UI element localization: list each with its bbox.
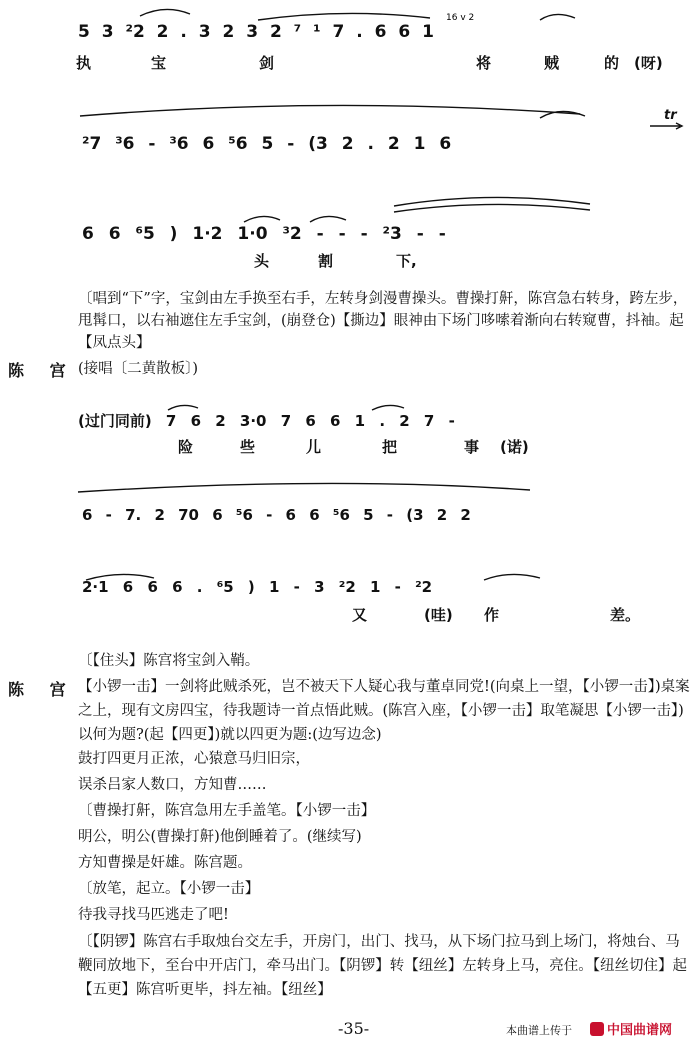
poem-line-2: 误杀吕家人数口，方知曹…… [78, 777, 267, 793]
score-line-4-lyric-6: (诺) [500, 438, 529, 456]
footer-upload-text: 本曲谱上传于 [506, 1024, 572, 1037]
score-line-2-notes: ²7 ³6 - ³6 6 ⁵6 5 - (3 2 . 2 1 6 [82, 134, 452, 154]
score-line-4-lyric-4: 把 [382, 438, 398, 456]
poem-line-1: 鼓打四更月正浓，心猿意马归旧宗， [78, 751, 310, 767]
page-number: -35- [338, 1019, 370, 1038]
score-line-4-lyric-2: 些 [240, 438, 256, 456]
role-label-chen-gong-2: 陈 宫 [8, 680, 76, 699]
score-line-5-notes: 6 - 7. 2 70 6 ⁵6 - 6 6 ⁵6 5 - (3 2 2 [82, 506, 471, 524]
stage-direction-1: 〔唱到“下”字，宝剑由左手换至右手，左转身剑漫曹操头。曹操打鼾，陈宫急右转身，跨左步，甩髯口，以右袖遮住左手宝剑，(崩登仓)【撕边】眼神由下场门哆嗦着渐向右转窥曹，抖袖。起【凤点头】 [78, 291, 688, 351]
aria-label: (接唱〔二黄散板〕) [78, 361, 199, 377]
slur-arcs-line-5 [0, 478, 700, 508]
line-ming-gong: 明公，明公(曹操打鼾)他倒睡着了。(继续写) [78, 829, 362, 845]
slur-arcs-line-1 [0, 0, 700, 40]
dialogue-paragraph: 【小锣一击】一剑将此贼杀死，岂不被天下人疑心我与董卓同党!(向桌上一望，【小锣一击】)桌案之上，现有文房四宝，待我题诗一首点悟此贼。(陈宫入座，【小锣一击】取笔凝思【小锣一击】)以何为题?(起【四更】)就以四更为题:(边写边念) [78, 679, 690, 743]
score-line-1-lyric-2: 宝 [151, 54, 167, 72]
score-line-6-lyric-3: 作 [484, 606, 500, 624]
score-line-1-notes: 5 3 ²2 2 . 3 2 3 2 ⁷ ¹ 7 . 6 6 1 [78, 22, 434, 42]
site-logo-icon [590, 1022, 604, 1036]
score-line-1-lyric-1: 执 [76, 54, 92, 72]
line-escape: 待我寻找马匹逃走了吧! [78, 907, 229, 923]
score-line-4-lyric-1: 险 [178, 438, 194, 456]
stage-direction-3: 〔曹操打鼾，陈宫急用左手盖笔。【小锣一击】 [78, 803, 376, 819]
score-line-1-lyric-6: 的 [604, 54, 620, 72]
trill-ornament: tr [664, 108, 677, 123]
score-line-1-lyric-3: 剑 [259, 54, 275, 72]
slur-arcs-line-2 [0, 96, 700, 136]
score-line-3-lyric-1: 头 [254, 252, 270, 270]
score-line-4-notes: (过门同前) 7 6 2 3·0 7 6 6 1 . 2 7 - [78, 412, 455, 430]
footer-site-logo[interactable] [590, 1019, 672, 1038]
score-line-1-lyric-4: 将 [476, 54, 492, 72]
score-line-6-notes: 2·1 6 6 6 . ⁶5 ) 1 - 3 ²2 1 - ²2 [82, 578, 433, 596]
stage-direction-5: 〔【阴锣】陈宫右手取烛台交左手，开房门，出门、找马，从下场门拉马到上场门，将烛台、马鞭同放地下，至台中开店门，牵马出门。【阴锣】转【纽丝】左转身上马，亮住。【纽丝切住】起【五更】陈宫听更毕，抖左袖。【纽丝】 [78, 934, 687, 998]
role-label-chen-gong-1: 陈 宫 [8, 361, 76, 380]
score-line-4-lyric-5: 事 [464, 438, 480, 456]
poem-line-3: 方知曹操是奸雄。陈宫题。 [78, 855, 252, 871]
score-line-6-lyric-4: 差。 [610, 606, 641, 624]
score-line-3-lyric-3: 下, [396, 252, 417, 270]
stage-direction-4: 〔放笔，起立。【小锣一击】 [78, 881, 260, 897]
score-line-1-lyric-5: 贼 [544, 54, 560, 72]
score-line-4-lyric-3: 儿 [306, 438, 322, 456]
slur-arcs-line-3 [0, 186, 700, 226]
score-line-3-notes: 6 6 ⁶5 ) 1·2 1·0 ³2 - - - ²3 - - [82, 224, 446, 244]
score-line-6-lyric-1: 又 [352, 606, 368, 624]
score-line-6-lyric-2: (哇) [424, 606, 453, 624]
site-name: 中国曲谱网 [607, 1023, 673, 1038]
score-line-1-lyric-7: (呀) [634, 54, 663, 72]
stage-direction-2: 〔【住头】陈宫将宝剑入鞘。 [78, 653, 260, 669]
score-line-3-lyric-2: 割 [318, 252, 334, 270]
svg-text:16 v 2: 16 v 2 [446, 13, 475, 23]
